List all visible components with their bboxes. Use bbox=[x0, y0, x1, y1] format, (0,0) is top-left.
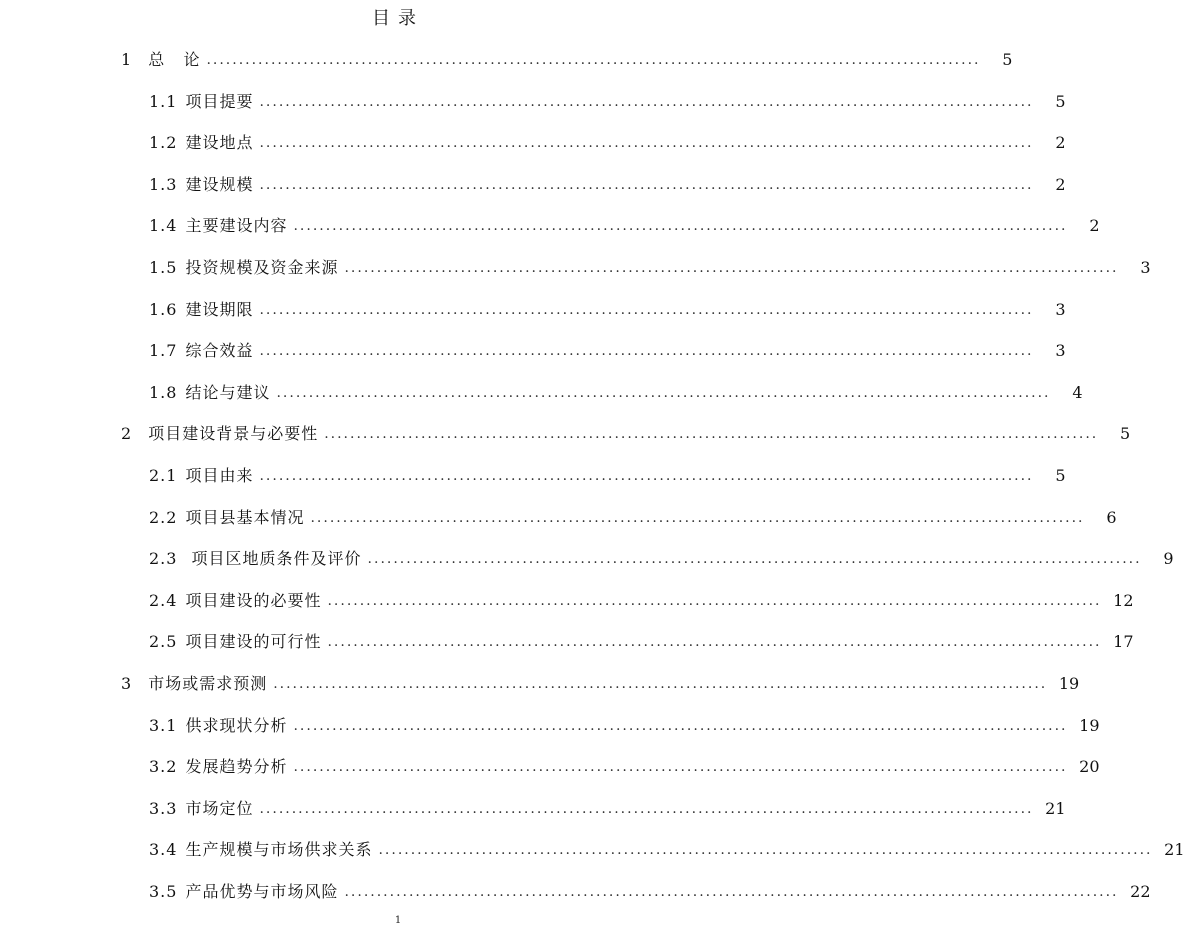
toc-leader-dots: ........................................................................................................................ bbox=[276, 384, 1051, 401]
toc-entry-title: 项目由来 bbox=[185, 466, 254, 485]
toc-entry-page: 6 bbox=[1106, 507, 1117, 527]
toc-entry-number: 3.3 bbox=[149, 798, 178, 818]
toc-entry-page: 17 bbox=[1113, 632, 1134, 652]
toc-entry-page: 3 bbox=[1140, 258, 1151, 277]
toc-leader-dots: ........................................................................................................................ bbox=[293, 218, 1068, 235]
toc-entry-number: 3.5 bbox=[149, 882, 178, 901]
toc-entry-number: 2.5 bbox=[149, 632, 178, 652]
toc-entry[interactable] bbox=[0, 880, 1151, 904]
toc-entry-title: 建设规模 bbox=[185, 174, 254, 194]
toc-entry-number: 1.7 bbox=[149, 341, 178, 361]
toc-leader-dots: ........................................................................................................................ bbox=[327, 634, 1102, 651]
toc-entry-title: 市场定位 bbox=[185, 798, 254, 818]
toc-entry-title: 项目建设背景与必要性 bbox=[148, 424, 319, 444]
toc-entry-page: 19 bbox=[1079, 715, 1100, 735]
toc-entry[interactable] bbox=[0, 298, 1066, 322]
toc-leader-dots: ........................................................................................................................ bbox=[293, 759, 1068, 776]
toc-entry-number: 2.2 bbox=[149, 507, 178, 527]
toc-entry-title: 项目县基本情况 bbox=[185, 507, 305, 527]
toc-entry-number: 2.1 bbox=[149, 466, 178, 485]
toc-entry[interactable] bbox=[0, 589, 1134, 613]
toc-entry[interactable] bbox=[0, 381, 1083, 405]
toc-entry-title: 项目建设的必要性 bbox=[185, 590, 322, 610]
toc-entry-title: 产品优势与市场风险 bbox=[185, 882, 339, 901]
toc-entry-page: 5 bbox=[1120, 424, 1131, 444]
toc-leader-dots: ........................................................................................................................ bbox=[259, 343, 1034, 360]
toc-entry-number: 1.6 bbox=[149, 299, 178, 319]
toc-entry-page: 2 bbox=[1055, 133, 1066, 153]
toc-leader-dots: ........................................................................................................................ bbox=[344, 260, 1119, 276]
toc-entry[interactable] bbox=[0, 755, 1100, 779]
toc-entry-page: 5 bbox=[1002, 50, 1013, 69]
toc-entry-title: 发展趋势分析 bbox=[185, 757, 288, 777]
toc-entry-title: 市场或需求预测 bbox=[148, 674, 268, 693]
toc-entry-page: 9 bbox=[1163, 549, 1174, 569]
toc-leader-dots: ........................................................................................................................ bbox=[259, 176, 1034, 193]
toc-entry[interactable] bbox=[0, 672, 1080, 696]
toc-leader-dots: ........................................................................................................................ bbox=[344, 884, 1119, 900]
toc-entry[interactable] bbox=[0, 630, 1134, 654]
toc-leader-dots: ........................................................................................................................ bbox=[259, 468, 1034, 484]
toc-entry-number: 1.2 bbox=[149, 133, 178, 153]
toc-entry-title: 项目区地质条件及评价 bbox=[185, 549, 362, 569]
toc-entry[interactable] bbox=[0, 797, 1066, 821]
toc-entry-title: 建设期限 bbox=[185, 299, 254, 319]
toc-leader-dots: ........................................................................................................................ bbox=[259, 93, 1034, 110]
toc-entry-number: 3.4 bbox=[149, 840, 178, 860]
toc-title: 目录 bbox=[372, 8, 424, 29]
toc-entry-title: 项目建设的可行性 bbox=[185, 632, 322, 652]
toc-entry-title: 综合效益 bbox=[185, 341, 254, 361]
toc-leader-dots: ........................................................................................................................ bbox=[273, 676, 1048, 692]
toc-entry-title: 总 论 bbox=[148, 50, 201, 69]
toc-entry-page: 20 bbox=[1079, 757, 1100, 777]
toc-entry[interactable] bbox=[0, 422, 1131, 446]
toc-entry[interactable] bbox=[0, 547, 1174, 571]
toc-leader-dots: ........................................................................................................................ bbox=[259, 800, 1034, 817]
toc-entry-number: 1.4 bbox=[149, 216, 178, 236]
toc-leader-dots: ........................................................................................................................ bbox=[259, 135, 1034, 152]
toc-leader-dots: ........................................................................................................................ bbox=[327, 592, 1102, 609]
toc-leader-dots: ........................................................................................................................ bbox=[259, 301, 1034, 318]
toc-entry-number: 3.1 bbox=[149, 715, 178, 735]
toc-leader-dots: ........................................................................................................................ bbox=[324, 426, 1099, 443]
toc-leader-dots: ........................................................................................................................ bbox=[206, 52, 981, 68]
toc-entry-page: 5 bbox=[1055, 91, 1066, 111]
toc-entry[interactable] bbox=[0, 464, 1066, 488]
toc-entry[interactable] bbox=[0, 214, 1100, 238]
toc-leader-dots: ........................................................................................................................ bbox=[293, 717, 1068, 734]
toc-entry-title: 建设地点 bbox=[185, 133, 254, 153]
toc-entry-page: 21 bbox=[1045, 798, 1066, 818]
toc-entry-title: 项目提要 bbox=[185, 91, 254, 111]
toc-entry-page: 2 bbox=[1055, 174, 1066, 194]
toc-entry-page: 4 bbox=[1072, 382, 1083, 402]
toc-entry-number: 2 bbox=[121, 424, 133, 444]
toc-entry-number: 2.3 bbox=[149, 549, 178, 569]
toc-entry-page: 12 bbox=[1113, 590, 1134, 610]
toc-entry-page: 19 bbox=[1058, 674, 1080, 693]
toc-entry[interactable] bbox=[0, 838, 1185, 862]
toc-entry[interactable] bbox=[0, 131, 1066, 155]
toc-entry-title: 结论与建议 bbox=[185, 382, 271, 402]
toc-entry[interactable] bbox=[0, 48, 1013, 72]
toc-entry-number: 1 bbox=[121, 50, 133, 69]
toc-entry-page: 3 bbox=[1055, 341, 1066, 361]
toc-entry-page: 3 bbox=[1055, 299, 1066, 319]
toc-entry-number: 2.4 bbox=[149, 590, 178, 610]
toc-entry[interactable] bbox=[0, 506, 1117, 530]
toc-entry[interactable] bbox=[0, 173, 1066, 197]
page-number: 1 bbox=[394, 915, 402, 926]
toc-entry-number: 3 bbox=[121, 674, 133, 693]
toc-entry[interactable] bbox=[0, 90, 1066, 114]
toc-entry-number: 1.1 bbox=[149, 91, 178, 111]
toc-entry-page: 22 bbox=[1130, 882, 1151, 901]
toc-leader-dots: ........................................................................................................................ bbox=[367, 551, 1142, 568]
toc-entry-title: 生产规模与市场供求关系 bbox=[185, 840, 373, 860]
toc-entry-title: 投资规模及资金来源 bbox=[185, 258, 339, 277]
toc-entry-title: 主要建设内容 bbox=[185, 216, 288, 236]
toc-leader-dots: ........................................................................................................................ bbox=[378, 842, 1153, 859]
toc-entry-page: 5 bbox=[1055, 466, 1066, 485]
toc-entry-page: 2 bbox=[1089, 216, 1100, 236]
toc-entry[interactable] bbox=[0, 714, 1100, 738]
toc-entry[interactable] bbox=[0, 256, 1151, 280]
toc-entry-number: 3.2 bbox=[149, 757, 178, 777]
toc-entry-number: 1.8 bbox=[149, 382, 178, 402]
toc-entry-number: 1.5 bbox=[149, 258, 178, 277]
toc-entry-number: 1.3 bbox=[149, 174, 178, 194]
toc-entry-page: 21 bbox=[1164, 840, 1185, 860]
toc-entry[interactable] bbox=[0, 339, 1066, 363]
toc-entry-title: 供求现状分析 bbox=[185, 715, 288, 735]
toc-leader-dots: ........................................................................................................................ bbox=[310, 509, 1085, 526]
